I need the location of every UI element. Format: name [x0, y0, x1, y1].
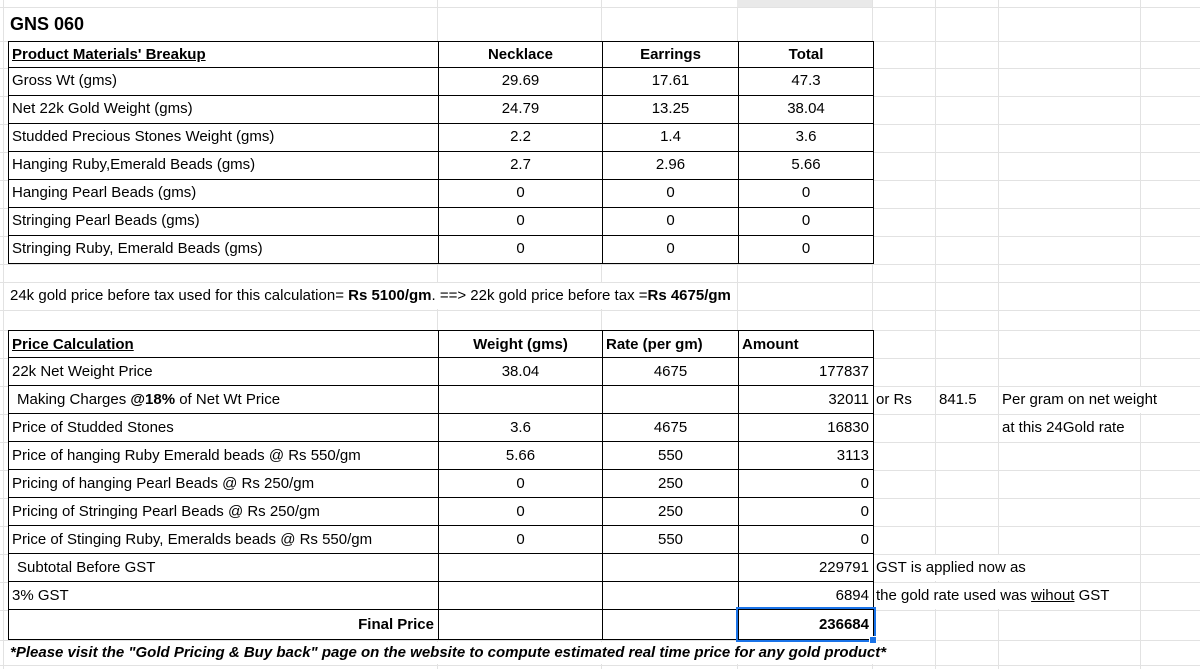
price-header-amount[interactable]: Amount	[739, 331, 874, 358]
row-label-cell[interactable]: Stringing Ruby, Emerald Beads (gms)	[9, 236, 439, 264]
value-cell[interactable]: 0	[739, 236, 874, 264]
value-cell[interactable]: 0	[603, 236, 739, 264]
value-cell[interactable]: 0	[603, 180, 739, 208]
value-cell[interactable]: 0	[439, 208, 603, 236]
amount-cell[interactable]: 177837	[739, 358, 874, 386]
value-cell[interactable]: 38.04	[739, 96, 874, 124]
making-charges-pre: Making Charges	[17, 391, 131, 408]
row-label-cell[interactable]: Studded Precious Stones Weight (gms)	[9, 124, 439, 152]
shaded-cell[interactable]	[737, 0, 872, 7]
value-cell[interactable]: 47.3	[739, 68, 874, 96]
row-label-cell[interactable]: Stringing Pearl Beads (gms)	[9, 208, 439, 236]
row-label-cell[interactable]: Hanging Pearl Beads (gms)	[9, 180, 439, 208]
making-charges-pct: @18%	[130, 391, 176, 408]
value-cell[interactable]: 2.96	[603, 152, 739, 180]
gold-price-22k: Rs 4675/gm	[647, 287, 731, 304]
value-cell[interactable]: 3.6	[739, 124, 874, 152]
value-cell[interactable]: 29.69	[439, 68, 603, 96]
weight-cell[interactable]	[439, 554, 603, 582]
gst-note-line2-post: GST	[1074, 587, 1110, 604]
weight-cell[interactable]: 5.66	[439, 442, 603, 470]
weight-cell[interactable]	[439, 582, 603, 610]
row-label-cell[interactable]: Price of Studded Stones	[9, 414, 439, 442]
rate-text-cell[interactable]: at this 24Gold rate	[1002, 415, 1125, 441]
or-rs-cell[interactable]: or Rs	[876, 387, 912, 413]
rate-cell[interactable]: 550	[603, 526, 739, 554]
row-label-cell[interactable]: Net 22k Gold Weight (gms)	[9, 96, 439, 124]
weight-cell[interactable]	[439, 386, 603, 414]
value-cell[interactable]: 0	[439, 180, 603, 208]
value-cell[interactable]: 5.66	[739, 152, 874, 180]
per-gram-text-cell[interactable]: Per gram on net weight	[1002, 387, 1157, 413]
value-cell[interactable]: 13.25	[603, 96, 739, 124]
price-header-rate[interactable]: Rate (per gm)	[603, 331, 739, 358]
row-label-cell[interactable]: Price of Stinging Ruby, Emeralds beads @ Rs 550/gm	[9, 526, 439, 554]
amount-cell[interactable]: 0	[739, 470, 874, 498]
rate-cell[interactable]	[603, 582, 739, 610]
rate-cell[interactable]: 250	[603, 498, 739, 526]
price-table	[8, 330, 874, 640]
weight-cell[interactable]: 0	[439, 498, 603, 526]
materials-table	[8, 41, 874, 264]
final-price-amount-cell[interactable]: 236684	[739, 610, 874, 640]
rate-cell[interactable]: 4675	[603, 414, 739, 442]
rate-cell[interactable]	[603, 554, 739, 582]
row-label-cell[interactable]: Price of hanging Ruby Emerald beads @ Rs 550/gm	[9, 442, 439, 470]
rate-cell[interactable]	[603, 610, 739, 640]
fill-handle[interactable]	[869, 636, 877, 644]
row-label-cell[interactable]	[9, 386, 439, 414]
value-cell[interactable]: 17.61	[603, 68, 739, 96]
gold-price-24k: Rs 5100/gm	[348, 287, 432, 304]
value-cell[interactable]: 0	[739, 180, 874, 208]
value-cell[interactable]: 2.2	[439, 124, 603, 152]
row-label-cell[interactable]: 22k Net Weight Price	[9, 358, 439, 386]
row-label-cell[interactable]: Subtotal Before GST	[9, 554, 439, 582]
gst-note-wihout: wihout	[1031, 587, 1075, 604]
value-cell[interactable]: 2.7	[439, 152, 603, 180]
row-label-cell[interactable]: Pricing of Stringing Pearl Beads @ Rs 250/gm	[9, 498, 439, 526]
materials-header-necklace[interactable]: Necklace	[439, 42, 603, 68]
row-label-cell[interactable]: Pricing of hanging Pearl Beads @ Rs 250/gm	[9, 470, 439, 498]
value-cell[interactable]: 0	[439, 236, 603, 264]
weight-cell[interactable]	[439, 610, 603, 640]
materials-header-label[interactable]: Product Materials' Breakup	[9, 42, 439, 68]
price-header-weight[interactable]: Weight (gms)	[439, 331, 603, 358]
value-cell[interactable]: 0	[739, 208, 874, 236]
amount-cell[interactable]: 6894	[739, 582, 874, 610]
gst-note-line1-cell[interactable]: GST is applied now as	[876, 555, 1026, 581]
weight-cell[interactable]: 0	[439, 526, 603, 554]
value-cell[interactable]: 1.4	[603, 124, 739, 152]
amount-cell[interactable]: 16830	[739, 414, 874, 442]
materials-header-earrings[interactable]: Earrings	[603, 42, 739, 68]
rate-cell[interactable]: 4675	[603, 358, 739, 386]
amount-cell[interactable]: 229791	[739, 554, 874, 582]
row-label-cell[interactable]: Hanging Ruby,Emerald Beads (gms)	[9, 152, 439, 180]
final-price-label-cell[interactable]: Final Price	[9, 610, 439, 640]
value-cell[interactable]: 24.79	[439, 96, 603, 124]
gold-price-note-mid: . ==> 22k gold price before tax =	[431, 287, 648, 304]
amount-cell[interactable]: 3113	[739, 442, 874, 470]
row-label-cell[interactable]: 3% GST	[9, 582, 439, 610]
rate-cell[interactable]: 550	[603, 442, 739, 470]
gst-note-line2-pre: the gold rate used was	[876, 587, 1032, 604]
row-label-cell[interactable]: Gross Wt (gms)	[9, 68, 439, 96]
weight-cell[interactable]: 0	[439, 470, 603, 498]
sheet-title-cell[interactable]: GNS 060	[10, 8, 90, 41]
weight-cell[interactable]: 38.04	[439, 358, 603, 386]
value-cell[interactable]: 0	[603, 208, 739, 236]
price-header-label[interactable]: Price Calculation	[9, 331, 439, 358]
gold-price-note-cell[interactable]	[10, 283, 735, 309]
rate-cell[interactable]	[603, 386, 739, 414]
gold-price-note-pre: 24k gold price before tax used for this calculation=	[10, 287, 349, 304]
per-gram-value-cell[interactable]: 841.5	[939, 387, 977, 413]
weight-cell[interactable]: 3.6	[439, 414, 603, 442]
amount-cell[interactable]: 0	[739, 526, 874, 554]
rate-cell[interactable]: 250	[603, 470, 739, 498]
amount-cell[interactable]: 32011	[739, 386, 874, 414]
gst-note-line2-cell[interactable]	[876, 583, 1109, 609]
making-charges-post: of Net Wt Price	[175, 391, 281, 408]
footer-note-cell[interactable]: *Please visit the "Gold Pricing & Buy back" page on the website to compute estimated real time price for any gold product*	[10, 642, 886, 664]
amount-cell[interactable]: 0	[739, 498, 874, 526]
materials-header-total[interactable]: Total	[739, 42, 874, 68]
